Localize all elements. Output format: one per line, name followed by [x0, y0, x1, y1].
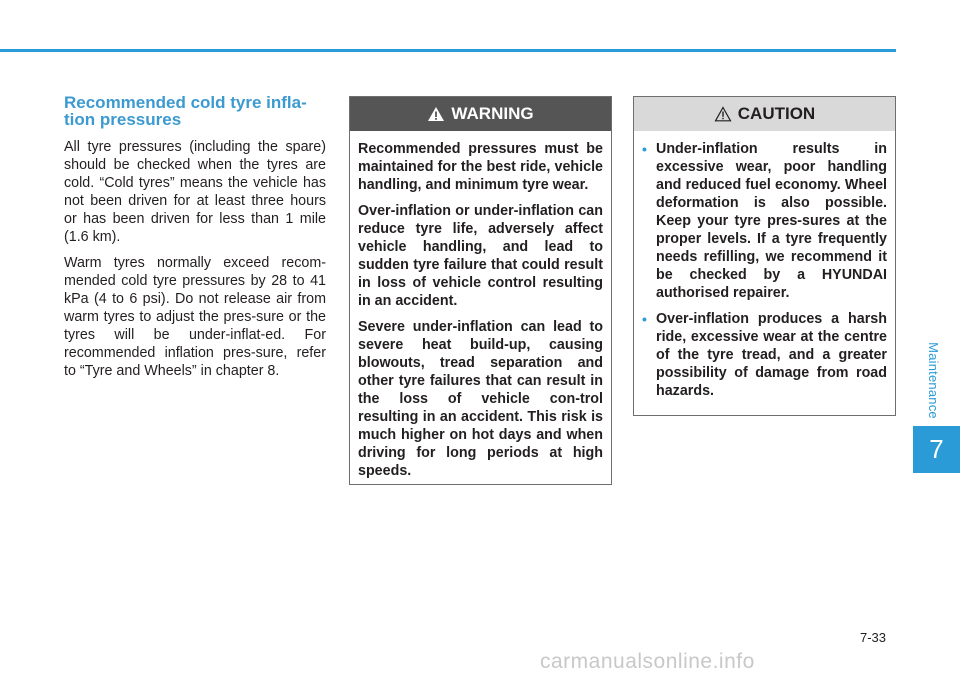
chapter-title: Maintenance: [925, 341, 941, 419]
body-paragraph: Warm tyres normally exceed recom-mended cold tyre pressures by 28 to 41 kPa (4 to 6 psi). Do not release air from warm tyres to adjust the pres-sure or the tyres will be under-inflat-ed. For recommended inflation pres-sure, refer to “Tyre and Wheels” in chapter 8.: [64, 255, 326, 379]
caution-body: [634, 131, 895, 400]
caution-triangle-icon: [714, 106, 732, 122]
warning-triangle-icon: [427, 106, 445, 122]
section-heading: Recommended cold tyre infla- tion pressures: [64, 93, 307, 129]
caution-title: CAUTION: [737, 104, 816, 123]
caution-bullet: [642, 310, 887, 400]
warning-paragraph: Over-inflation or under-inflation can reduce tyre life, adversely affect vehicle handling, and lead to sudden tyre failure that could result in loss of vehicle control resulting in an accident.: [358, 203, 603, 309]
side-tab-label: [919, 340, 947, 420]
caution-bullet-text: Under-inflation results in excessive wear, poor handling and reduced fuel economy. Wheel deformation is also possible. Keep your tyre pres-sures at the proper levels. If a tyre frequently needs refilling, we recommend it be checked by a HYUNDAI authorised repairer.: [656, 141, 887, 301]
warning-paragraph: Recommended pressures must be maintained for the best ride, vehicle handling, and minimum tyre wear.: [358, 141, 603, 193]
warning-title: WARNING: [451, 104, 534, 123]
warning-body: [350, 131, 611, 480]
chapter-number-tab: 7: [913, 426, 960, 473]
caution-box: [633, 96, 896, 416]
caution-header: [634, 97, 895, 131]
caution-bullet: [642, 140, 887, 302]
warning-header: [350, 97, 611, 131]
page-number: 7-33: [860, 630, 887, 645]
warning-box: [349, 96, 612, 485]
bullet-dot: •: [642, 311, 647, 327]
body-paragraph: All tyre pressures (including the spare) should be checked when the tyres are cold. “Cold tyres” means the vehicle has not been driven for at least three hours or has been driven for less than 1 mile (1.6 km).: [64, 139, 326, 245]
bullet-dot: •: [642, 141, 647, 157]
watermark: carmanualsonline.info: [540, 650, 755, 673]
top-rule: [0, 49, 896, 52]
warning-paragraph: Severe under-inflation can lead to severe heat build-up, causing blowouts, tread separation and other tyre failures that can result in the loss of vehicle con-trol resulting in an accident. This risk is much higher on hot days and when driving for long periods at high speeds.: [358, 319, 603, 479]
caution-bullet-text: Over-inflation produces a harsh ride, excessive wear at the centre of the tyre tread, and a greater possibility of damage from road hazards.: [656, 311, 887, 399]
tyre-pressure-section: [64, 94, 326, 388]
